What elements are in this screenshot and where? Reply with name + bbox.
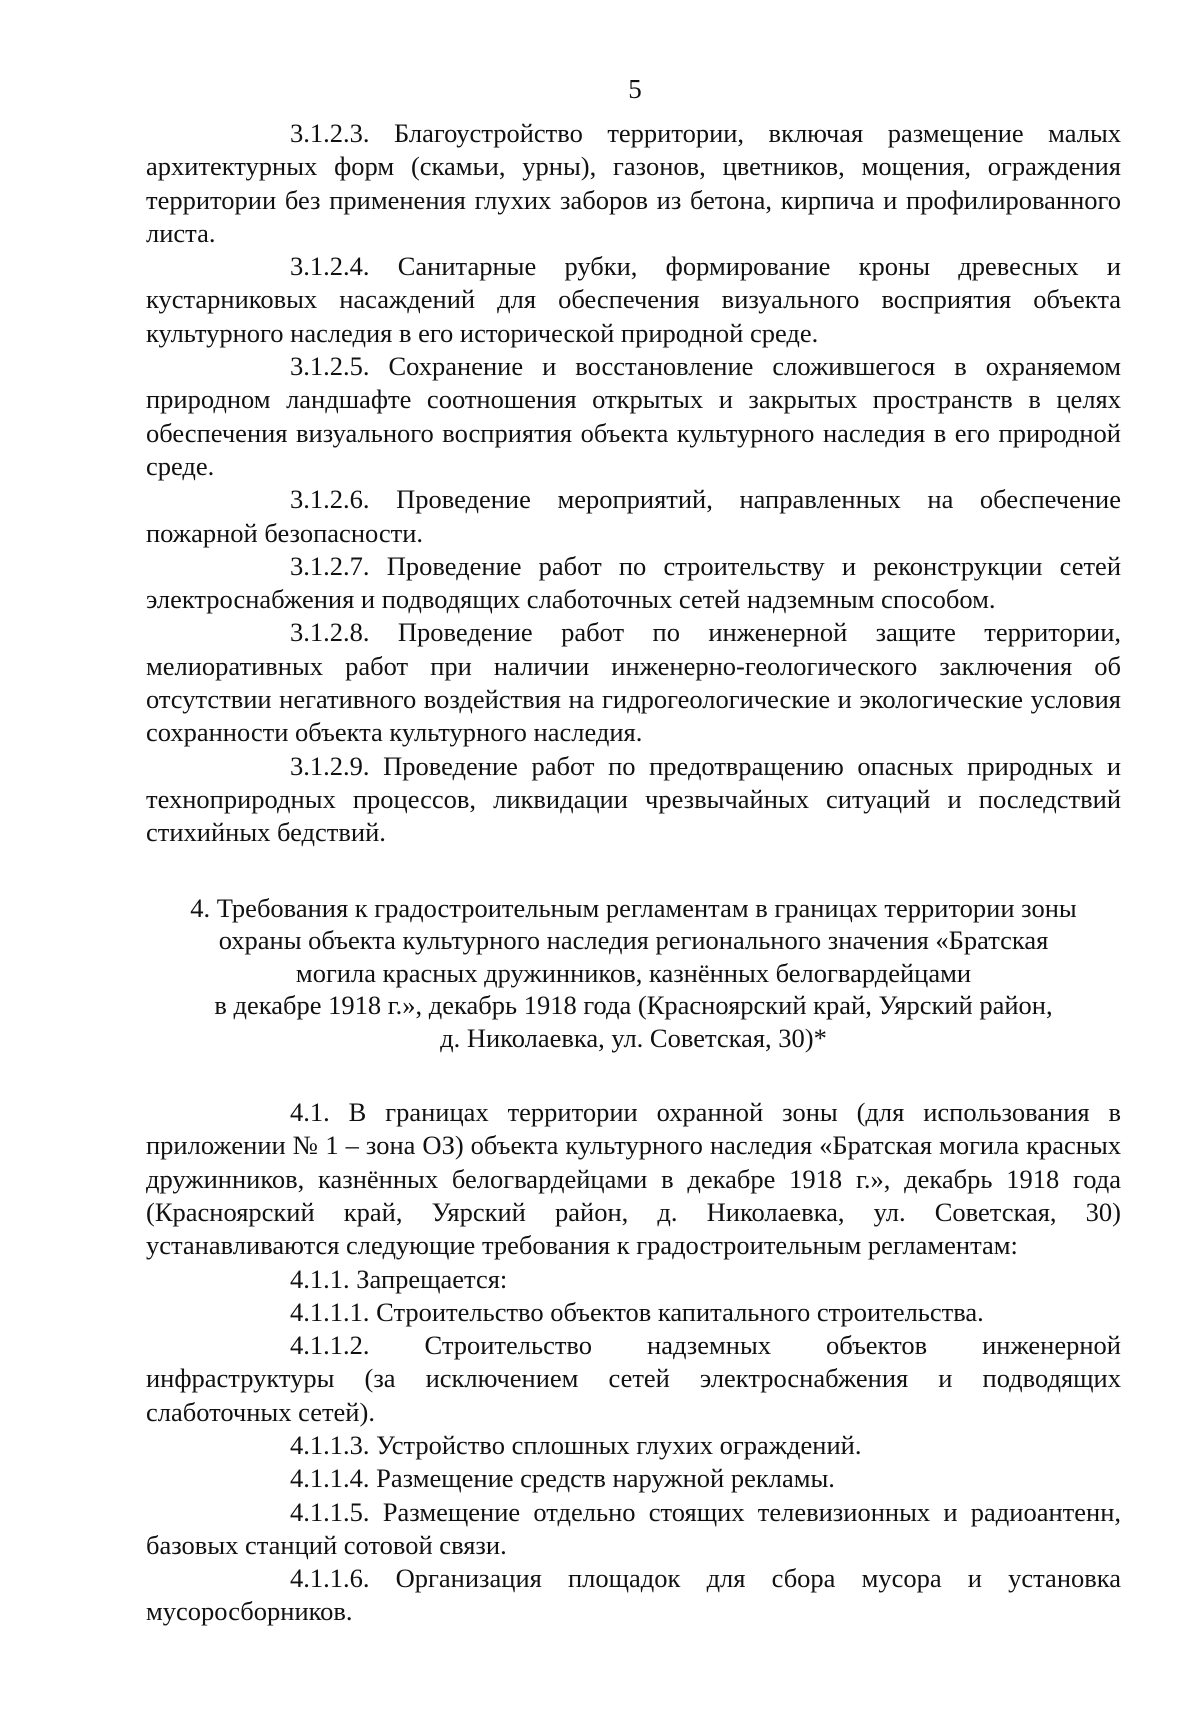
heading-line: охраны объекта культурного наследия регионального значения «Братская [218, 925, 1049, 956]
clause-4-1-1-6 [146, 1562, 1121, 1629]
clause-3-1-2-9 [146, 750, 1121, 850]
page-number: 5 [628, 74, 642, 104]
clause-text: Размещение средств наружной рекламы. [376, 1463, 835, 1494]
clause-text: Проведение мероприятий, направленных на обеспечение пожарной безопасности. [146, 484, 1122, 548]
clause-text: Санитарные рубки, формирование кроны древесных и кустарниковых насаждений для обеспечения визуального восприятия объекта культурного наследия в его исторической природной среде. [146, 251, 1121, 348]
clause-text: Проведение работ по предотвращению опасных природных и техноприродных процессов, ликвидации чрезвычайных ситуаций и последствий стихийных бедствий. [146, 750, 1122, 848]
heading-line: 4. Требования к градостроительным регламентам в границах территории зоны [190, 892, 1077, 923]
clause-number: 3.1.2.8. [290, 617, 370, 648]
section-4-list [146, 1096, 1121, 1629]
clause-4-1-1-4 [146, 1462, 1121, 1495]
clause-4-1-1-2 [146, 1329, 1121, 1429]
clause-text: В границах территории охранной зоны (для использования в приложении № 1 – зона ОЗ) объекта культурного наследия «Братская могила красных дружинников, казнённых белогвардейцами в декабре 1918 г.», декабрь 1918 года (Красноярский край, Уярский район, д. Николаевка, ул. Советская, 30) устанавливаются следующие требования к градостроительным регламентам: [146, 1097, 1121, 1261]
clause-3-1-2-8 [146, 616, 1121, 749]
clause-text: Строительство надземных объектов инженерной инфраструктуры (за исключением сетей электроснабжения и подводящих слаботочных сетей). [146, 1330, 1121, 1427]
clause-number: 4.1.1. [290, 1263, 350, 1294]
clause-4-1-1-3 [146, 1429, 1121, 1462]
clause-number: 3.1.2.5. [290, 351, 370, 382]
clause-number: 3.1.2.9. [290, 750, 370, 781]
clause-4-1-1-1 [146, 1296, 1121, 1329]
clause-number: 3.1.2.6. [290, 484, 370, 515]
clause-number: 4.1.1.2. [290, 1330, 370, 1361]
clause-text: Проведение работ по строительству и реконструкции сетей электроснабжения и подводящих слаботочных сетей надземным способом. [146, 550, 1122, 615]
document-body [146, 117, 1121, 1629]
clause-number: 4.1.1.5. [290, 1496, 370, 1527]
clause-text: Размещение отдельно стоящих телевизионных и радиоантенн, базовых станций сотовой связи. [146, 1496, 1121, 1560]
clause-text: Организация площадок для сбора мусора и установка мусоросборников. [146, 1563, 1121, 1627]
clause-text: Благоустройство территории, включая размещение малых архитектурных форм (скамьи, урны), газонов, цветников, мощения, ограждения территории без применения глухих заборов из бетона, кирпича и профилированного листа. [146, 118, 1122, 248]
clause-number: 4.1.1.4. [290, 1463, 370, 1494]
clause-3-1-2-4 [146, 250, 1121, 350]
heading-line: д. Николаевка, ул. Советская, 30)* [440, 1022, 827, 1053]
clause-4-1-1-5 [146, 1496, 1121, 1563]
clause-3-1-2-7 [146, 550, 1121, 617]
clause-4-1 [146, 1096, 1121, 1262]
clause-number: 4.1. [290, 1097, 330, 1128]
clause-number: 3.1.2.4. [290, 251, 370, 282]
section-4-heading [146, 892, 1121, 1055]
clause-number: 3.1.2.3. [290, 118, 370, 148]
clause-3-1-2-6 [146, 483, 1121, 550]
heading-line: могила красных дружинников, казнённых белогвардейцами [295, 957, 972, 988]
clause-number: 3.1.2.7. [290, 550, 370, 581]
clause-number: 4.1.1.3. [290, 1430, 370, 1460]
clause-3-1-2-5 [146, 350, 1121, 483]
heading-line: в декабре 1918 г.», декабрь 1918 года (Красноярский край, Уярский район, [214, 990, 1053, 1021]
clause-text: Устройство сплошных глухих ограждений. [376, 1430, 862, 1460]
clause-text: Запрещается: [356, 1263, 508, 1294]
section-3-list [146, 117, 1121, 850]
clause-number: 4.1.1.6. [290, 1563, 370, 1594]
clause-text: Сохранение и восстановление сложившегося в охраняемом природном ландшафте соотношения открытых и закрытых пространств в целях обеспечения визуального восприятия объекта культурного наследия в его природной среде. [146, 351, 1122, 481]
clause-3-1-2-3 [146, 117, 1121, 250]
clause-4-1-1 [146, 1263, 1121, 1296]
clause-text: Строительство объектов капитального строительства. [376, 1296, 984, 1327]
clause-number: 4.1.1.1. [290, 1296, 370, 1327]
clause-text: Проведение работ по инженерной защите территории, мелиоративных работ при наличии инженерно-геологического заключения об отсутствии негативного воздействия на гидрогеологические и экологические условия сохранности объекта культурного наследия. [146, 617, 1121, 748]
